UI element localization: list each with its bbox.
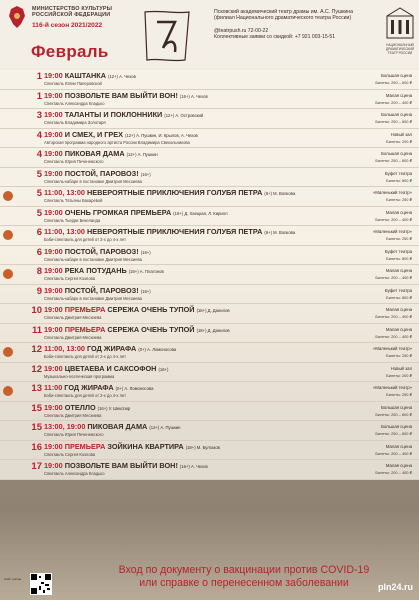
event-day: 1 <box>36 71 42 82</box>
event-subtitle: Спектакль Владимира Золотаря <box>44 120 106 125</box>
theatre-name <box>214 9 386 22</box>
event-venue: Новый зал <box>390 131 412 137</box>
event-title-line <box>44 461 208 470</box>
event-age-author: (16+) А. Чехов <box>179 93 208 99</box>
event-list <box>0 70 419 480</box>
event-price: Билеты: 250 ₽ <box>386 236 412 241</box>
event-row[interactable] <box>0 421 419 441</box>
event-subtitle: Спектакль Сергея Козлова <box>44 451 95 457</box>
covid-notice <box>71 564 417 590</box>
premiere-label: ПРЕМЬЕРА <box>64 324 106 334</box>
event-title-line <box>44 169 151 178</box>
event-day: 12 <box>31 344 42 355</box>
event-subtitle: Спектакль Александра Кладько <box>44 100 105 106</box>
event-title-line <box>44 227 295 236</box>
ministry-name <box>32 6 112 18</box>
event-day: 5 <box>36 188 42 199</box>
event-time: 19:00 <box>44 71 63 80</box>
event-title: ГОД ЖИРАФА <box>64 383 114 392</box>
event-venue: Большая сцена <box>381 73 412 78</box>
event-age-author: (18+) Д. Данилов <box>196 327 230 333</box>
event-title-line <box>44 266 164 275</box>
contact-phone[interactable]: @teatrpush.ru 72-00-22 <box>214 28 269 34</box>
contact-group-orders[interactable]: Коллективные заявки со скидкой: +7 921 003-15-51 <box>214 34 336 41</box>
event-venue: Большая сцена <box>381 424 412 429</box>
event-title: ПИКОВАЯ ДАМА <box>87 422 148 431</box>
event-age-author: (16+) <box>140 171 151 177</box>
event-price: Билеты: 200 – 400 ₽ <box>375 470 412 475</box>
event-age-author: (18+) Д. Данилов <box>196 308 230 313</box>
event-day: 15 <box>31 422 42 433</box>
event-age-author: (16+) А. Чехов <box>179 464 208 469</box>
event-age-author: (6+) М. Волкова <box>264 191 296 196</box>
event-time: 11:00, 13:00 <box>44 227 85 236</box>
covid-notice-line-2: или справке о перенесенном заболевании <box>139 577 349 589</box>
event-time: 19:00 <box>44 110 63 119</box>
kids-icon <box>3 269 13 279</box>
event-day: 6 <box>36 246 42 258</box>
event-day: 16 <box>31 441 42 453</box>
event-day: 6 <box>36 227 42 238</box>
event-price: Билеты: 200 – 400 ₽ <box>375 275 412 280</box>
event-title-line <box>44 325 230 334</box>
event-price: Билеты: 250 ₽ <box>386 392 412 397</box>
event-day: 12 <box>31 363 42 375</box>
event-title: ПОЗВОЛЬТЕ ВАМ ВЫЙТИ ВОН! <box>64 461 178 470</box>
event-time: 19:00 <box>44 402 63 412</box>
event-title: РЕКА ПОТУДАНЬ <box>64 266 127 275</box>
event-age-author: (0+) А. Ломоносова <box>138 347 177 352</box>
event-title: ОТЕЛЛО <box>64 402 96 412</box>
event-subtitle: Бэби-спектакль для детей от 2-х до 4-х лет <box>44 393 126 398</box>
kids-icon <box>3 191 13 201</box>
month-title: Февраль <box>31 42 109 61</box>
theatre-name-line-2: (филиал Национального драматического театра России) <box>214 15 352 22</box>
event-age-author: (12+) А. Пушкин <box>149 425 181 430</box>
event-title: СЕРЕЖА ОЧЕНЬ ТУПОЙ <box>107 324 195 334</box>
event-title-line <box>44 188 295 197</box>
event-price: Билеты: 200 – 400 ₽ <box>375 333 412 339</box>
kids-icon <box>3 230 13 240</box>
event-price: Билеты: 200 – 400 ₽ <box>375 99 412 105</box>
event-age-author: (16+) А. Платонов <box>128 269 164 274</box>
event-subtitle: Спектакль Тьерри Бекеланда <box>44 217 101 223</box>
event-title-line <box>44 422 180 431</box>
event-venue: Большая сцена <box>381 112 412 117</box>
event-row[interactable] <box>0 402 419 422</box>
event-title: ПОСТОЙ, ПАРОВОЗ! <box>64 285 139 295</box>
event-price: Билеты: 250 – 600 ₽ <box>375 119 412 124</box>
event-row[interactable] <box>0 363 419 383</box>
event-venue: Малая сцена <box>385 326 412 332</box>
event-age-author: (16+) <box>158 366 169 372</box>
event-title: ЗОЙКИНА КВАРТИРА <box>107 441 184 451</box>
event-time: 19:00 <box>44 149 63 158</box>
event-row[interactable] <box>0 343 419 363</box>
event-title: НЕВЕРОЯТНЫЕ ПРИКЛЮЧЕНИЯ ГОЛУБЯ ПЕТРА <box>87 188 263 197</box>
event-subtitle: Бэби-спектакль для детей от 2-х до 4-х лет <box>44 237 126 242</box>
event-venue: Малая сцена <box>385 443 412 449</box>
event-title: ОЧЕНЬ ГРОМКАЯ ПРЕМЬЕРА <box>64 207 172 217</box>
theatre-name-line-1: Псковский академический театр драмы им. А.С. Пушкина <box>214 9 354 15</box>
event-subtitle: Спектакль Юрия Печенежского <box>44 432 104 437</box>
event-subtitle: Спектакль Дмитрия Месхиева <box>44 412 102 418</box>
event-time: 19:00 <box>44 90 63 100</box>
event-title: ТАЛАНТЫ И ПОКЛОННИКИ <box>64 110 163 119</box>
event-title-line <box>44 344 176 353</box>
event-title-line <box>44 208 228 217</box>
event-time: 19:00 <box>44 305 63 314</box>
event-price: Билеты: 250 – 600 ₽ <box>375 411 412 417</box>
event-time: 19:00 <box>44 246 63 256</box>
event-title-line <box>44 442 220 451</box>
event-title: ЦВЕТАЕВА И САКСОФОН <box>64 363 157 373</box>
event-row[interactable] <box>0 148 419 168</box>
event-day: 5 <box>36 168 42 180</box>
event-row[interactable] <box>0 460 419 480</box>
qr-code-icon[interactable] <box>30 573 52 595</box>
event-price: Билеты: 250 ₽ <box>386 353 412 358</box>
event-time: 19:00 <box>44 461 63 470</box>
event-time: 19:00 <box>44 129 63 139</box>
event-age-author: (16+) <box>140 249 151 255</box>
event-venue: Буфет театра <box>384 170 412 176</box>
event-title: ПОСТОЙ, ПАРОВОЗ! <box>64 246 139 256</box>
event-day: 4 <box>36 129 42 141</box>
event-venue: Малая сцена <box>385 307 412 312</box>
contacts <box>214 28 335 41</box>
event-venue: «Маленький театр» <box>372 346 412 351</box>
kids-icon <box>3 347 13 357</box>
event-title-line <box>44 130 198 139</box>
event-time: 19:00 <box>44 266 63 275</box>
event-age-author: (16+) Д. Хаецкая, Л. Кирилл <box>173 210 228 216</box>
qr-label: Сайт театра <box>4 577 22 581</box>
event-title-line <box>44 286 151 295</box>
event-title: КАШТАНКА <box>64 71 107 80</box>
event-row[interactable] <box>0 265 419 285</box>
event-venue: «Маленький театр» <box>372 385 412 390</box>
event-venue: Буфет театра <box>384 248 412 254</box>
event-venue: Большая сцена <box>381 404 412 410</box>
event-subtitle: Спектакль-кабаре в постановке Дмитрия Месхиева <box>44 295 142 301</box>
event-day: 1 <box>36 90 42 102</box>
event-title-line <box>44 305 230 314</box>
event-day: 9 <box>36 285 42 297</box>
event-row[interactable] <box>0 168 419 188</box>
covid-notice-line-1: Вход по документу о вакцинации против COVID-19 <box>118 564 370 576</box>
event-title: И СМЕХ, И ГРЕХ <box>64 129 124 139</box>
premiere-label: ПРЕМЬЕРА <box>64 441 106 451</box>
ministry-line-2: РОССИЙСКОЙ ФЕДЕРАЦИИ <box>32 12 111 19</box>
watermark: pln24.ru <box>378 582 414 592</box>
event-subtitle: Спектакль Дмитрия Месхиева <box>44 315 102 320</box>
event-venue: Малая сцена <box>385 92 412 98</box>
event-venue: Буфет театра <box>384 287 412 293</box>
poster-header <box>0 0 419 68</box>
event-time: 19:00 <box>44 207 63 217</box>
event-age-author: (18+) М. Булгаков <box>185 444 220 450</box>
event-subtitle: Спектакль Александра Кладько <box>44 471 105 476</box>
event-title: СЕРЕЖА ОЧЕНЬ ТУПОЙ <box>107 305 195 314</box>
event-venue: Новый зал <box>390 365 412 371</box>
event-price: Билеты: 800 ₽ <box>386 294 412 300</box>
national-theatre-label: НАЦИОНАЛЬНЫЙ ДРАМАТИЧЕСКИЙ ТЕАТР РОССИИ <box>386 43 414 55</box>
event-subtitle: Бэби-спектакль для детей от 2-х до 4-х лет <box>44 354 126 359</box>
event-price: Билеты: 800 ₽ <box>386 177 412 183</box>
event-venue: «Маленький театр» <box>372 190 412 195</box>
event-title: ПОСТОЙ, ПАРОВОЗ! <box>64 168 139 178</box>
event-title: ПИКОВАЯ ДАМА <box>64 149 125 158</box>
event-row[interactable] <box>0 70 419 90</box>
event-price: Билеты: 200 – 400 ₽ <box>375 450 412 456</box>
event-venue: «Маленький театр» <box>372 229 412 234</box>
event-day: 8 <box>36 266 42 277</box>
event-time: 11:00, 13:00 <box>44 344 85 353</box>
event-time: 19:00 <box>44 363 63 373</box>
event-day: 17 <box>31 461 42 472</box>
event-title-line <box>44 364 168 373</box>
event-subtitle: Авторская программа народного артиста России Владимира Свекольникова <box>44 139 190 145</box>
event-price: Билеты: 200 – 400 ₽ <box>375 314 412 319</box>
event-title-line <box>44 149 158 158</box>
event-title-line <box>44 71 136 80</box>
event-row[interactable] <box>0 285 419 305</box>
event-time: 19:00 <box>44 324 63 334</box>
event-day: 11 <box>31 324 42 336</box>
event-title: НЕВЕРОЯТНЫЕ ПРИКЛЮЧЕНИЯ ГОЛУБЯ ПЕТРА <box>87 227 263 236</box>
event-age-author: (16+) У. Шекспир <box>97 405 131 411</box>
event-price: Билеты: 200 ₽ <box>386 138 412 144</box>
event-age-author: (6+) М. Волкова <box>264 230 296 235</box>
event-time: 19:00 <box>44 168 63 178</box>
event-row[interactable] <box>0 187 419 207</box>
event-title-line <box>44 403 130 412</box>
premiere-label: ПРЕМЬЕРА <box>64 305 106 314</box>
event-venue: Малая сцена <box>385 209 412 215</box>
event-venue: Малая сцена <box>385 268 412 273</box>
event-price: Билеты: 250 – 600 ₽ <box>375 80 412 85</box>
event-row[interactable] <box>0 304 419 324</box>
event-venue: Большая сцена <box>381 151 412 156</box>
event-time: 13:00, 19:00 <box>44 422 86 431</box>
event-day: 4 <box>36 149 42 160</box>
event-price: Билеты: 200 ₽ <box>386 372 412 378</box>
event-title-line <box>44 110 203 119</box>
coat-of-arms-icon <box>5 4 29 30</box>
season-label: 116-й сезон 2021/2022 <box>32 22 103 29</box>
event-row[interactable] <box>0 226 419 246</box>
event-subtitle: Спектакль Юрия Печенежского <box>44 159 104 164</box>
event-price: Билеты: 250 – 600 ₽ <box>375 158 412 163</box>
event-day: 3 <box>36 110 42 121</box>
event-subtitle: Спектакль Татьяны Бахаревой <box>44 198 103 203</box>
event-row[interactable] <box>0 129 419 149</box>
event-age-author: (12+) А. Островский <box>164 113 204 118</box>
event-time: 19:00 <box>44 441 63 451</box>
event-day: 13 <box>31 383 42 394</box>
event-price: Билеты: 250 – 600 ₽ <box>375 431 412 436</box>
event-row[interactable] <box>0 109 419 129</box>
event-row[interactable] <box>0 207 419 227</box>
event-venue: Малая сцена <box>385 463 412 468</box>
event-subtitle: Спектакль Дмитрия Месхиева <box>44 334 102 340</box>
event-row[interactable] <box>0 382 419 402</box>
event-row[interactable] <box>0 441 419 461</box>
event-subtitle: Спектакль Сергея Козлова <box>44 276 95 281</box>
kids-icon <box>3 386 13 396</box>
event-title-line <box>44 247 151 256</box>
theatre-emblem-icon <box>141 8 193 64</box>
event-day: 10 <box>31 305 42 316</box>
event-day: 15 <box>31 402 42 414</box>
event-price: Билеты: 250 ₽ <box>386 197 412 202</box>
event-row[interactable] <box>0 90 419 110</box>
event-time: 11:00 <box>44 383 63 392</box>
event-age-author: (12+) А. Пушкин <box>126 152 158 157</box>
event-subtitle: Спектакль-кабаре в постановке Дмитрия Месхиева <box>44 178 142 184</box>
event-time: 11:00, 13:00 <box>44 188 85 197</box>
event-row[interactable] <box>0 324 419 344</box>
event-subtitle: Спектакль-кабаре в постановке Дмитрия Месхиева <box>44 256 142 262</box>
event-age-author: (12+) А. Пушкин, И. Крылов, А. Чехов <box>125 132 198 138</box>
event-price: Билеты: 800 ₽ <box>386 255 412 261</box>
event-row[interactable] <box>0 246 419 266</box>
ministry-line-1: МИНИСТЕРСТВО КУЛЬТУРЫ <box>32 6 113 12</box>
national-theatre-logo-icon <box>384 6 416 42</box>
event-price: Билеты: 200 – 400 ₽ <box>375 216 412 222</box>
event-title: ПОЗВОЛЬТЕ ВАМ ВЫЙТИ ВОН! <box>64 90 178 100</box>
event-title: ГОД ЖИРАФА <box>87 344 137 353</box>
event-title-line <box>44 383 153 392</box>
event-subtitle: Музыкально-поэтическая программа <box>44 373 115 379</box>
event-subtitle: Спектакль Юлии Паперовской <box>44 81 102 86</box>
event-age-author: (12+) А. Чехов <box>108 74 136 79</box>
event-age-author: (0+) А. Ломоносова <box>115 386 154 391</box>
event-title-line <box>44 91 208 100</box>
event-day: 5 <box>36 207 42 219</box>
event-time: 19:00 <box>44 285 63 295</box>
event-age-author: (16+) <box>140 288 151 294</box>
